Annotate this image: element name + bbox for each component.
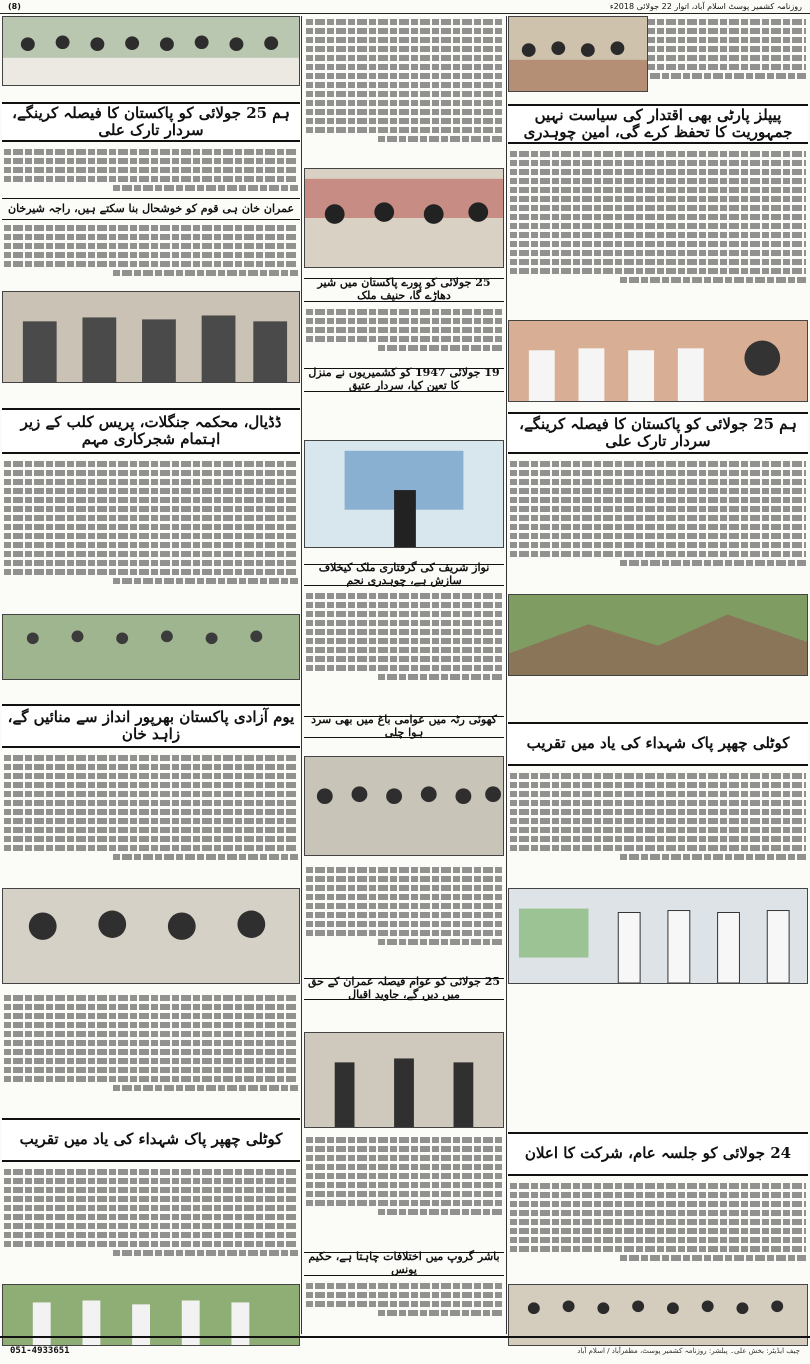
masthead (0, 0, 810, 14)
headline-text: 25 جولائی کو عوام فیصلہ عمران کے حق میں دیں گے، جاوید اقبال (307, 975, 501, 1001)
article-text (2, 222, 300, 282)
headline-text: ہم 25 جولائی کو پاکستان کا فیصلہ کرینگے، سردار تارک علی (12, 103, 290, 139)
article-text (304, 1280, 504, 1330)
headline-text: ہم 25 جولائی کو پاکستان کا فیصلہ کرینگے، سردار تارک علی (519, 414, 797, 450)
photo-crowd (2, 614, 300, 680)
headline-text: باشر گروپ میں اختلافات چاہتا ہے، حکیم یونس (308, 1250, 500, 1276)
photo-youth-event (304, 440, 504, 548)
headline-text: 25 جولائی کو پورے پاکستان میں شیر دھاڑے گا، حنیف ملک (317, 276, 491, 302)
headline-l1 (2, 198, 300, 220)
column-divider (506, 16, 507, 1334)
column-divider (301, 16, 302, 1334)
headline-text: 24 جولائی کو جلسہ عام، شرکت کا اعلان (524, 1144, 792, 1163)
headline-m6 (304, 1252, 504, 1276)
article-text (2, 992, 300, 1112)
headline-r-lead (508, 104, 808, 144)
photo-gathering (304, 756, 504, 856)
headline-r-second (508, 412, 808, 454)
headline-m1 (304, 278, 504, 302)
photo-landslide (508, 594, 808, 676)
article-text (304, 16, 504, 166)
photo-meeting-hall (508, 320, 808, 402)
headline-text: عمران خان ہی قوم کو خوشحال بنا سکتے ہیں، راجہ شیرخان (8, 201, 295, 215)
headline-text: نواز شریف کی گرفتاری ملک کیخلاف سازش ہے، چوہدری نجم (318, 561, 490, 587)
article-text (508, 148, 808, 312)
article-text (508, 458, 808, 588)
article-text (2, 458, 300, 608)
article-text (2, 752, 300, 882)
photo-press-conference (508, 16, 648, 92)
photo-portraits (2, 888, 300, 984)
photo-press-meeting (304, 168, 504, 268)
headline-l-fourth (2, 1118, 300, 1162)
article-text (2, 146, 300, 194)
middle-column (304, 16, 504, 1334)
headline-l-third (2, 704, 300, 748)
dateline: روزنامہ کشمیر پوسٹ اسلام آباد، اتوار 22 جولائی 2018ء (609, 2, 802, 11)
headline-m2 (304, 368, 504, 392)
article-text (2, 1166, 300, 1282)
article-text (304, 864, 504, 974)
photo-group-meeting (2, 16, 300, 86)
photo-officials (2, 291, 300, 383)
headline-l-lead (2, 102, 300, 142)
page-number: (8) (8, 2, 21, 11)
footer (0, 1336, 810, 1364)
headline-text: کوٹلی چھپر پاک شہداء کی یاد میں تقریب (526, 734, 790, 753)
headline-text: پیپلز پارٹی بھی اقتدار کی سیاست نہیں جمہوریت کا تحفظ کرے گی، امین چوہدری (523, 105, 793, 141)
right-column (508, 16, 808, 1334)
article-text (508, 1180, 808, 1282)
headline-l-second (2, 408, 300, 454)
headline-text: ڈڈیال، محکمہ جنگلات، پریس کلب کے زیر اہتمام شجرکاری مہم (20, 412, 282, 448)
headline-text: کھوئی رٹہ میں عوامی باغ میں بھی سرد ہوا چلی (311, 713, 497, 739)
headline-r-third (508, 722, 808, 766)
article-text (304, 306, 504, 362)
headline-m3 (304, 561, 504, 587)
photo-students (508, 888, 808, 984)
headline-text: 19 جولائی 1947 کو کشمیریوں نے منزل کا تعین کیا، سردار عتیق (308, 366, 500, 392)
publisher-line: چیف ایڈیٹر: بخش علی۔ پبلشر: روزنامہ کشمیر پوسٹ، مظفرآباد / اسلام آباد (577, 1347, 800, 1355)
headline-m4 (304, 713, 504, 739)
headline-m5 (304, 975, 504, 1001)
headline-text: یوم آزادی پاکستان بھرپور انداز سے منائیں گے، زاہد خان (7, 707, 295, 743)
headline-text: کوٹلی چھپر پاک شہداء کی یاد میں تقریب (19, 1130, 283, 1149)
headline-r-fourth (508, 1132, 808, 1176)
article-text (508, 770, 808, 882)
left-column (2, 16, 300, 1334)
phone-number: 051-4933651 (10, 1346, 70, 1356)
article-text (304, 590, 504, 710)
photo-ceremony (304, 1032, 504, 1128)
article-text (304, 1134, 504, 1244)
